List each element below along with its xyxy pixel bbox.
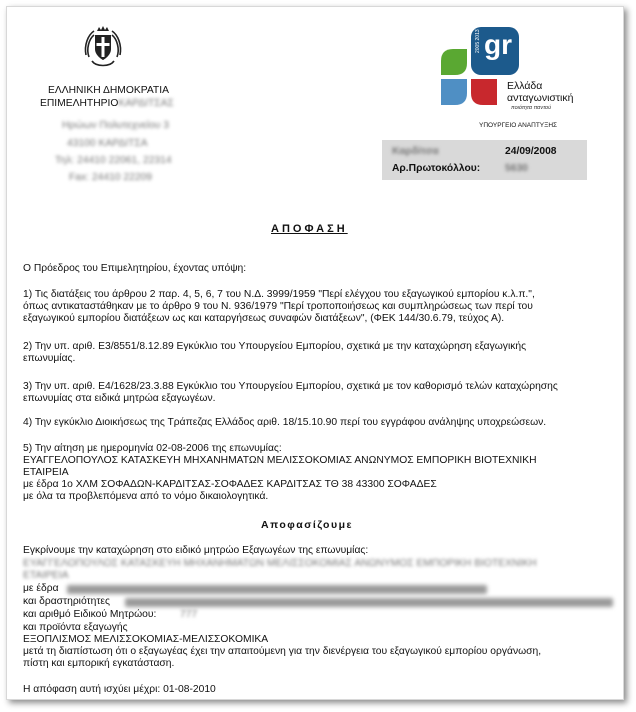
logo-badge-text: gr — [484, 29, 512, 60]
greek-coat-of-arms-icon — [80, 25, 126, 71]
address-line-3: Τηλ: 24410 22061, 22314 — [55, 155, 172, 166]
paragraph-5-line-3: ΕΤΑΙΡΕΙΑ — [23, 467, 69, 478]
registry-value-redacted: 777 — [180, 609, 198, 620]
paragraph-1-line-1: 1) Τις διατάξεις του άρθρου 2 παρ. 4, 5, 6, 7 του Ν.Δ. 3999/1959 "Περί ελέγχου του εξαγωγικού εμπορίου κ.λ.π.", — [23, 289, 535, 300]
country-name: ΕΛΛΗΝΙΚΗ ΔΗΜΟΚΡΑΤΙΑ — [48, 85, 169, 96]
logo-line-2: ανταγωνιστική — [507, 92, 574, 104]
paragraph-4: 4) Την εγκύκλιο Διοικήσεως της Τράπεζας Ελλάδος αριθ. 18/15.10.90 περί του εγγράφου ανάληψης υποχρεώσεων. — [23, 417, 547, 428]
logo-badge-years: 2005 2013 — [475, 29, 481, 53]
paragraph-3-line-1: 3) Την υπ. αριθ. Ε4/1628/23.3.88 Εγκύκλιο του Υπουργείου Εμπορίου, σχετικά με τον καθορισμό τελών καταχώρησης — [23, 381, 558, 392]
address-line-2: 43100 ΚΑΡΔΙΤΣΑ — [67, 138, 148, 149]
logo-line-1: Ελλάδα — [507, 80, 543, 92]
date-protocol-box — [382, 140, 587, 180]
chamber-name: ΕΠΙΜΕΛΗΤΗΡΙΟΚΑΡΔΙΤΣΑΣ — [40, 98, 174, 109]
closing-line-1: μετά τη διαπίστωση ότι ο εξαγωγέας έχει την απαιτούμενη για την διενέργεια του εξαγωγικού εμπορίου οργάνωση, — [23, 646, 542, 657]
products-label: και προϊόντα εξαγωγής — [23, 622, 128, 633]
logo-line-3: ποιότητα παντού — [511, 105, 552, 111]
paragraph-5-line-1: 5) Την αίτηση με ημερομηνία 02-08-2006 της επωνυμίας: — [23, 443, 282, 454]
date-value: 24/09/2008 — [505, 146, 557, 157]
paragraph-2-line-2: επωνυμίας. — [23, 353, 76, 364]
paragraph-1-line-2: όπως αντικαταστάθηκαν με το άρθρο 9 του Ν. 936/1979 "Περί τροποποιήσεως και συμπληρώσεως των περί του — [23, 301, 533, 312]
address-line-4: Fax: 24410 22209 — [69, 172, 153, 183]
redacted-company-line-1: ΕΥΑΓΓΕΛΟΠΟΥΛΟΣ ΚΑΤΑΣΚΕΥΗ ΜΗΧΑΝΗΜΑΤΩΝ ΜΕΛΙΣΣΟΚΟΜΙΑΣ ΑΝΩΝΥΜΟΣ ΕΜΠΟΡΙΚΗ ΒΙΟΤΕΧΝΙΚΗ — [23, 558, 537, 569]
closing-line-2: πίστη και εμπορική εγκατάσταση. — [23, 658, 175, 669]
paragraph-5-line-4: με έδρα 1ο ΧΛΜ ΣΟΦΑΔΩΝ-ΚΑΡΔΙΤΣΑΣ-ΣΟΦΑΔΕΣ ΚΑΡΔΙΤΣΑΣ ΤΘ 38 43300 ΣΟΦΑΔΕΣ — [23, 479, 437, 490]
registry-label: και αριθμό Ειδικού Μητρώου: — [23, 609, 157, 620]
intro-text: Ο Πρόεδρος του Επιμελητηρίου, έχοντας υπόψη: — [23, 263, 247, 274]
chamber-name-redacted: ΚΑΡΔΙΤΣΑΣ — [118, 98, 174, 109]
paragraph-3-line-2: επωνυμίας στα ειδικά μητρώα εξαγωγέων. — [23, 393, 216, 404]
decision-title: Αποφασίζουμε — [261, 519, 353, 531]
paragraph-1-line-3: εξαγωγικού εμπορίου διατάξεων ως και καταργήσεως συναφών διατάξεων", (ΦΕΚ 144/30.6.79, τεύχος Α). — [23, 313, 505, 324]
date-label-redacted: Καρδίτσα — [392, 146, 439, 157]
paragraph-2-line-1: 2) Την υπ. αριθ. Ε3/8551/8.12.89 Εγκύκλιο του Υπουργείου Εμπορίου, σχετικά με την καταχώρηση εξαγωγικής — [23, 341, 527, 352]
decision-intro: Εγκρίνουμε την καταχώρηση στο ειδικό μητρώο Εξαγωγέων της επωνυμίας: — [23, 545, 369, 556]
paragraph-5-line-2: ΕΥΑΓΓΕΛΟΠΟΥΛΟΣ ΚΑΤΑΣΚΕΥΗ ΜΗΧΑΝΗΜΑΤΩΝ ΜΕΛΙΣΣΟΚΟΜΙΑΣ ΑΝΩΝΥΜΟΣ ΕΜΠΟΡΙΚΗ ΒΙΟΤΕΧΝΙΚΗ — [23, 455, 537, 466]
protocol-value-redacted: 5630 — [505, 163, 528, 174]
products-value: ΕΞΟΠΛΙΣΜΟΣ ΜΕΛΙΣΣΟΚΟΜΙΑΣ-ΜΕΛΙΣΣΟΚΟΜΙΚΑ — [23, 634, 269, 645]
protocol-label: Αρ.Πρωτοκόλλου: — [392, 163, 481, 174]
activities-value-redacted — [125, 598, 613, 607]
seat-label: με έδρα — [23, 583, 59, 594]
redacted-company-line-2: ΕΤΑΙΡΕΙΑ — [23, 570, 69, 581]
activities-label: και δραστηριότητες — [23, 596, 110, 607]
address-line-1: Ηρώων Πολυτεχνείου 3 — [62, 120, 169, 131]
paragraph-5-line-5: με όλα τα προβλεπόμενα από το νόμο δικαιολογητικά. — [23, 491, 269, 502]
document-page — [6, 6, 624, 700]
validity-text: Η απόφαση αυτή ισχύει μέχρι: 01-08-2010 — [23, 684, 216, 695]
ministry-name: ΥΠΟΥΡΓΕΙΟ ΑΝΑΠΤΥΞΗΣ — [479, 122, 558, 129]
seat-value-redacted — [67, 585, 487, 594]
ellada-antagonistiki-logo — [437, 23, 597, 133]
document-title: ΑΠΟΦΑΣΗ — [271, 223, 348, 235]
